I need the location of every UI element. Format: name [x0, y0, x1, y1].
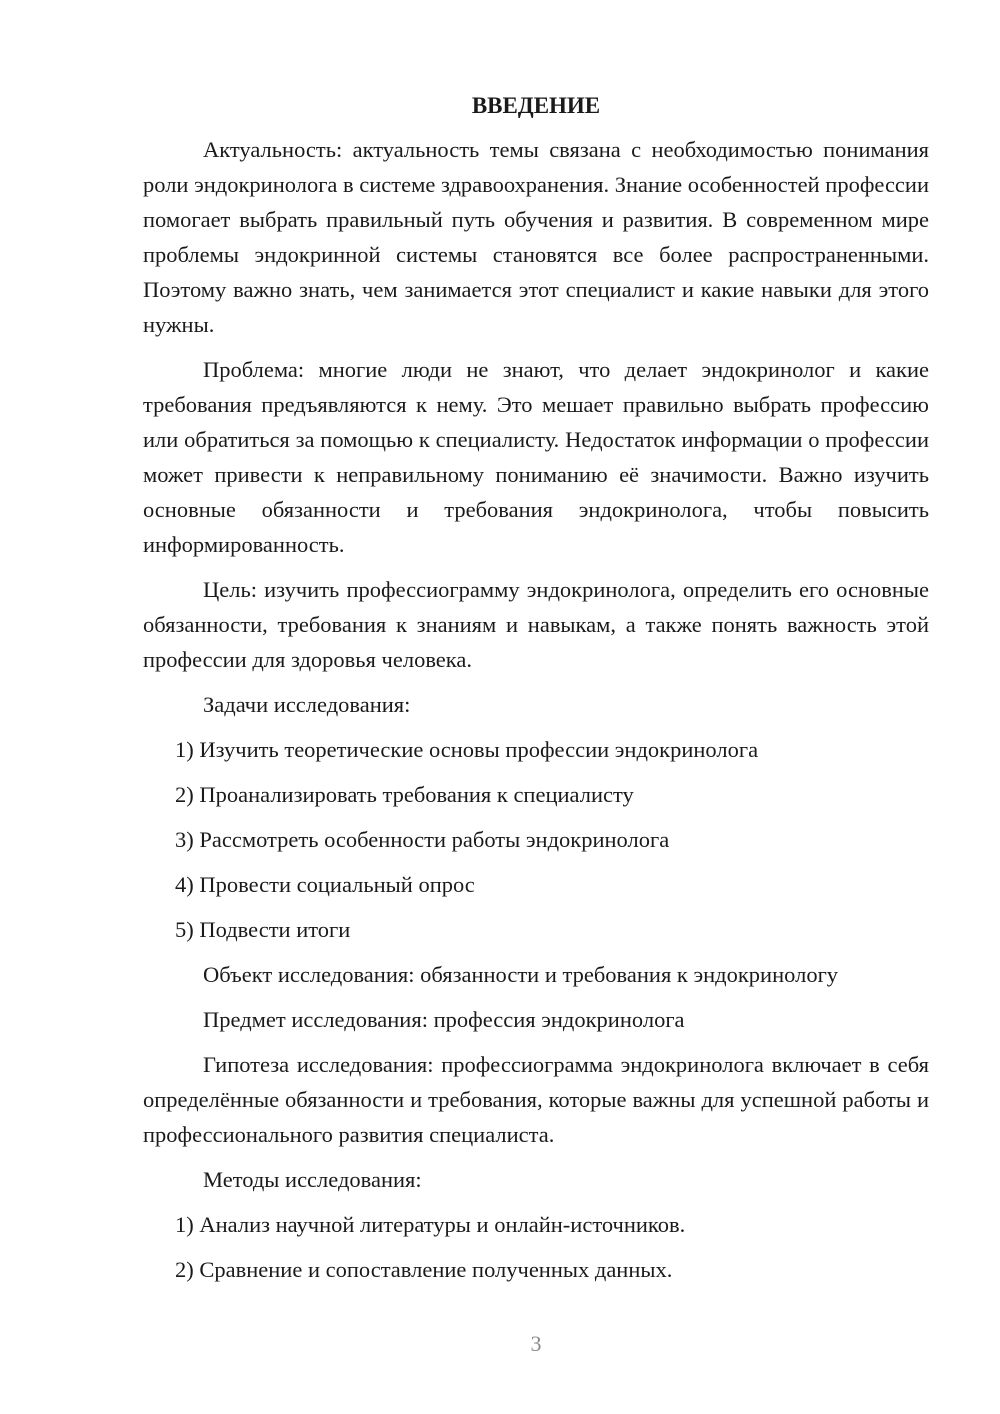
research-object: Объект исследования: обязанности и требования к эндокринологу [203, 962, 839, 987]
paragraph-hypothesis: Гипотеза исследования: профессиограмма эндокринолога включает в себя определённые обязанности и требования, которые важны для успешной работы и профессионального развития специалиста. [143, 1052, 929, 1147]
task-item-2: 2) Проанализировать требования к специалисту [175, 782, 634, 807]
paragraph-problem: Проблема: многие люди не знают, что делает эндокринолог и какие требования предъявляются к нему. Это мешает правильно выбрать профессию или обратиться за помощью к специалисту. Недостаток информации о профессии может привести к неправильному пониманию её значимости. Важно изучить основные обязанности и требования эндокринолога, чтобы повысить информированность. [143, 357, 929, 557]
task-item-1: 1) Изучить теоретические основы профессии эндокринолога [175, 737, 759, 762]
task-item-3: 3) Рассмотреть особенности работы эндокринолога [175, 827, 670, 852]
task-item-4: 4) Провести социальный опрос [175, 872, 475, 897]
research-subject: Предмет исследования: профессия эндокринолога [203, 1007, 685, 1032]
document-page [143, 90, 929, 1297]
methods-title: Методы исследования: [203, 1167, 422, 1192]
page-number: 3 [530, 1331, 542, 1356]
task-item-5: 5) Подвести итоги [175, 917, 351, 942]
paragraph-relevance: Актуальность: актуальность темы связана с необходимостью понимания роли эндокринолога в системе здравоохранения. Знание особенностей профессии помогает выбрать правильный путь обучения и развития. В современном мире проблемы эндокринной системы становятся все более распространенными. Поэтому важно знать, чем занимается этот специалист и какие навыки для этого нужны. [143, 137, 929, 337]
section-heading: ВВЕДЕНИЕ [471, 93, 601, 118]
paragraph-goal: Цель: изучить профессиограмму эндокринолога, определить его основные обязанности, требования к знаниям и навыкам, а также понять важность этой профессии для здоровья человека. [143, 577, 929, 672]
method-item-2: 2) Сравнение и сопоставление полученных данных. [175, 1257, 673, 1282]
method-item-1: 1) Анализ научной литературы и онлайн-источников. [175, 1212, 686, 1237]
tasks-title: Задачи исследования: [203, 692, 411, 717]
